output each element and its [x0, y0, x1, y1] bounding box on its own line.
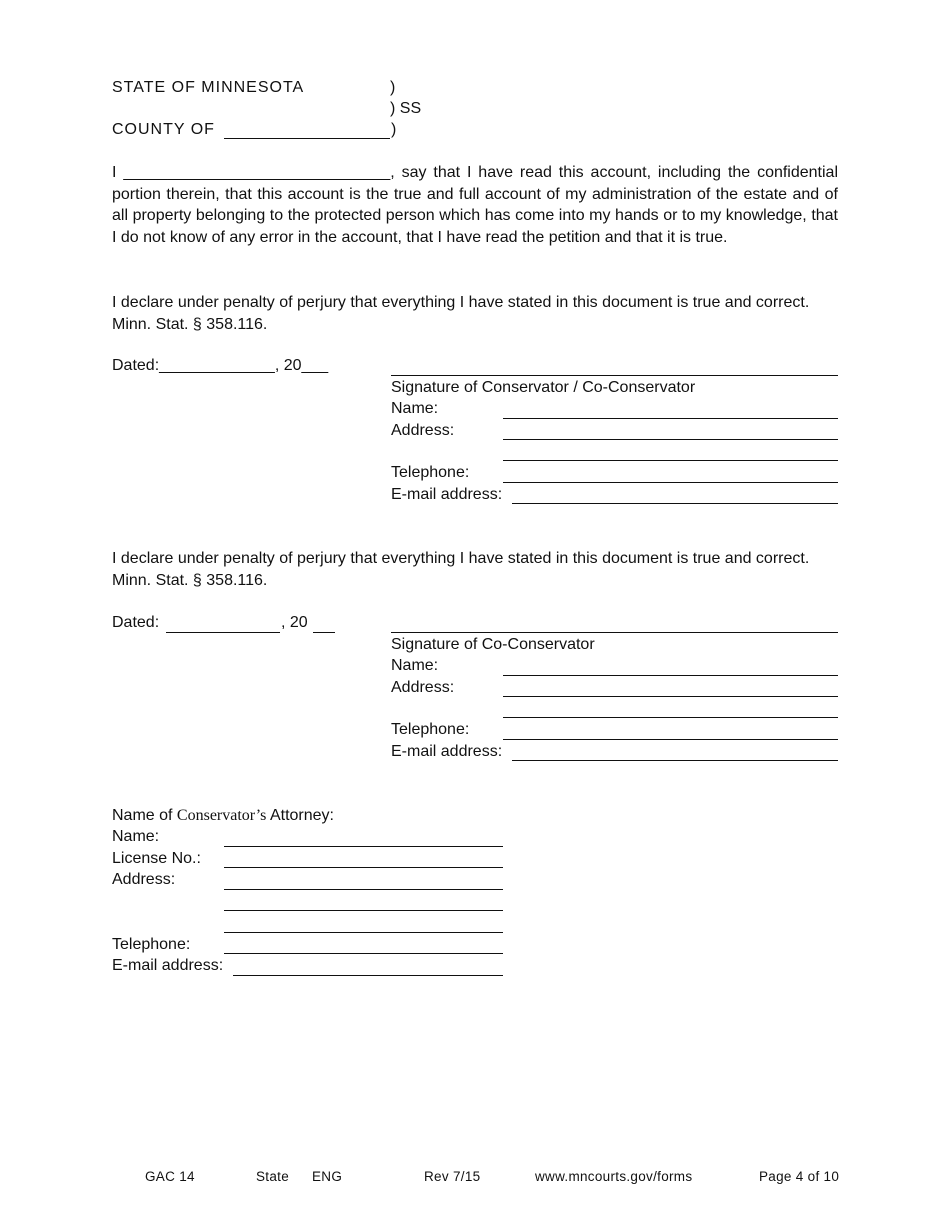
- attorney-address-field-b[interactable]: [224, 910, 503, 911]
- declaration-2: I declare under penalty of perjury that everything I have stated in this document is true and correct. Minn. Stat. § 358.116.: [112, 550, 810, 589]
- signature-line-1[interactable]: [391, 375, 838, 376]
- telephone-label-1: Telephone:: [391, 464, 470, 481]
- footer-language: ENG: [312, 1169, 343, 1184]
- address-field-2[interactable]: [503, 696, 838, 697]
- attorney-heading: [112, 806, 334, 826]
- affidavit-paragraph: [112, 162, 838, 248]
- email-label-2: E-mail address:: [391, 743, 503, 760]
- attorney-telephone-label: Telephone:: [112, 936, 191, 953]
- name-field-2[interactable]: [503, 675, 838, 676]
- address-label-1: Address:: [391, 422, 455, 439]
- county-field[interactable]: [224, 138, 390, 139]
- telephone-field-1[interactable]: [503, 482, 838, 483]
- address-field-2b[interactable]: [503, 717, 838, 718]
- attorney-address-field-c[interactable]: [224, 932, 503, 933]
- attorney-name-label: Name:: [112, 828, 160, 845]
- attorney-heading-word: Conservator’s: [176, 807, 267, 824]
- address-field-1b[interactable]: [503, 460, 838, 461]
- signature-label-1: Signature of Conservator / Co-Conservator: [391, 379, 696, 396]
- telephone-field-2[interactable]: [503, 739, 838, 740]
- attorney-name-field[interactable]: [224, 846, 503, 847]
- signature-line-2[interactable]: [391, 632, 838, 633]
- venue-paren: ): [391, 121, 397, 138]
- attorney-license-field[interactable]: [224, 867, 503, 868]
- signature-label-2: Signature of Co-Conservator: [391, 636, 595, 653]
- email-label-1: E-mail address:: [391, 486, 503, 503]
- footer-revision: Rev 7/15: [424, 1169, 481, 1184]
- footer-page-number: Page 4 of 10: [759, 1169, 840, 1184]
- dated-label-2: Dated:: [112, 614, 160, 631]
- email-field-1[interactable]: [512, 503, 838, 504]
- name-label-2: Name:: [391, 657, 439, 674]
- affiant-name-field[interactable]: I ______________________________,: [112, 164, 395, 181]
- dated-year-label-2: , 20: [281, 614, 308, 631]
- dated-field-2[interactable]: [166, 632, 280, 633]
- name-label-1: Name:: [391, 400, 439, 417]
- venue-ss: ) SS: [390, 100, 422, 117]
- address-label-2: Address:: [391, 679, 455, 696]
- attorney-email-label: E-mail address:: [112, 957, 224, 974]
- venue-paren: ): [390, 79, 396, 96]
- footer-jurisdiction: State: [256, 1169, 290, 1184]
- dated-field-1[interactable]: Dated:_____________, 20___: [112, 357, 329, 374]
- footer-website[interactable]: www.mncourts.gov/forms: [535, 1169, 693, 1184]
- name-field-1[interactable]: [503, 418, 838, 419]
- attorney-address-field[interactable]: [224, 889, 503, 890]
- dated-year-field-2[interactable]: [313, 632, 335, 633]
- email-field-2[interactable]: [512, 760, 838, 761]
- state-label: STATE OF MINNESOTA: [112, 79, 305, 96]
- attorney-license-label: License No.:: [112, 850, 201, 867]
- attorney-email-field[interactable]: [233, 975, 503, 976]
- address-field-1[interactable]: [503, 439, 838, 440]
- attorney-address-label: Address:: [112, 871, 176, 888]
- footer-form-code: GAC 14: [145, 1169, 195, 1184]
- county-label: COUNTY OF: [112, 121, 215, 138]
- attorney-heading-prefix: Name of: [112, 807, 173, 824]
- telephone-label-2: Telephone:: [391, 721, 470, 738]
- affidavit-text: say that I have read this account, including the confidential portion therein, that this account is the true and full account of my administration of the estate and of all property belonging to the protected person which has come into my hands or to my knowledge, that I do not know of any error in the account, that I have read the petition and that it is true.: [112, 164, 839, 246]
- attorney-heading-suffix: Attorney:: [269, 807, 334, 824]
- declaration-1: I declare under penalty of perjury that everything I have stated in this document is true and correct. Minn. Stat. § 358.116.: [112, 294, 810, 333]
- attorney-telephone-field[interactable]: [224, 953, 503, 954]
